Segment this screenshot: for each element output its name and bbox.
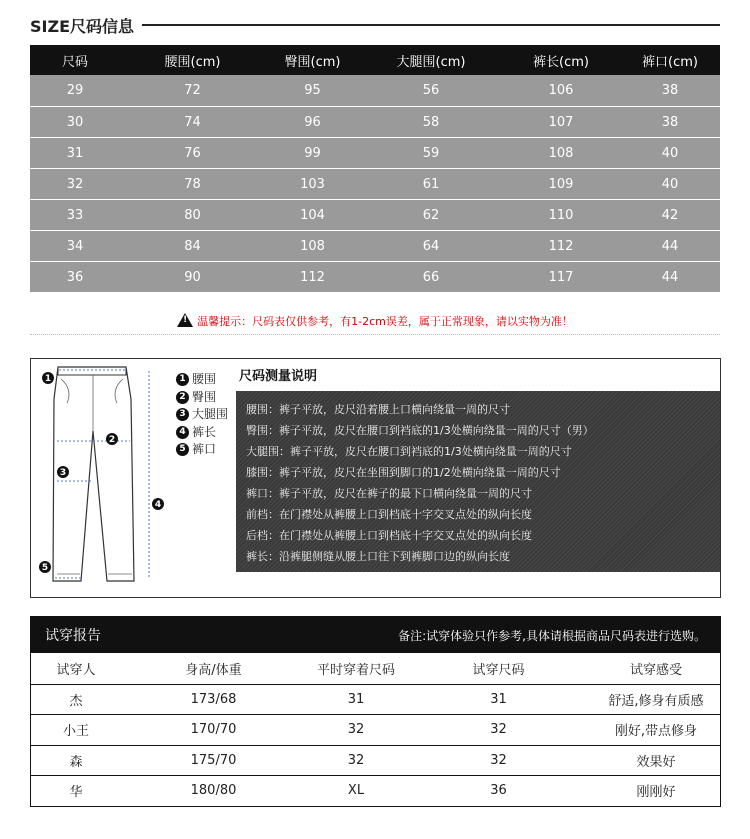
size-cell: 62 [422,207,440,223]
report-header [31,617,720,653]
size-cell: 109 [548,176,574,192]
report-col-header: 试穿感受 [629,662,682,678]
report-cell: 32 [347,722,365,738]
measurement-instructions [236,391,720,572]
size-table-header [30,45,720,75]
size-cell: 44 [661,269,679,285]
report-col-header: 试穿尺码 [472,662,525,678]
legend-item [176,389,228,407]
size-cell: 61 [422,176,440,192]
report-col-header: 平时穿着尺码 [316,662,395,678]
size-section-title: SIZE尺码信息 [30,16,135,36]
report-cell: 170/70 [190,722,237,738]
size-cell: 95 [304,83,321,98]
size-cell: 104 [300,207,325,223]
report-table-row [31,745,720,776]
size-cell: 96 [304,114,321,130]
report-cell: 森 [69,754,83,770]
size-table-row [30,137,720,168]
report-cell: 小王 [62,724,89,740]
legend-number: 2 [176,391,189,404]
size-cell: 112 [548,238,574,254]
diagram-marker-2 [106,433,118,445]
size-cell: 30 [66,114,84,130]
diagram-marker-label: 2 [108,435,116,445]
size-cell: 106 [548,83,574,98]
size-cell: 56 [422,83,440,98]
size-cell: 32 [66,176,84,192]
report-title: 试穿报告 [45,628,101,644]
diagram-marker-label: 3 [59,468,67,478]
report-cell: 华 [69,785,83,801]
size-cell: 40 [661,176,679,192]
size-cell: 33 [66,207,84,223]
instruction-line: 大腿围：裤子平放，皮尺在腰口到裆底的1/3处横向绕量一周的尺寸 [246,445,572,458]
size-cell: 58 [422,114,440,130]
size-cell: 42 [661,207,679,223]
legend-label: 裤口 [192,442,217,456]
report-cell: 杰 [69,693,83,709]
size-cell: 74 [184,114,201,130]
legend-label: 腰围 [192,372,217,386]
report-cell: 175/70 [190,752,237,768]
size-cell: 108 [548,145,574,161]
report-cell: 31 [347,691,365,707]
size-cell: 38 [661,114,679,130]
size-cell: 29 [66,83,84,98]
size-cell: 36 [66,269,84,285]
size-col-header: 腰围(cm) [164,54,221,70]
report-table-header [31,653,720,684]
size-col-header: 臀围(cm) [284,54,341,70]
measurement-legend [176,371,228,459]
size-table-row [30,106,720,137]
legend-number: 5 [176,443,189,456]
size-section-header [30,8,720,42]
size-cell: 66 [422,269,440,285]
legend-item [176,424,228,442]
size-cell: 107 [548,114,574,130]
size-cell: 112 [300,269,325,285]
size-cell: 108 [300,238,325,254]
measurement-panel [30,358,721,598]
report-col-header: 试穿人 [56,662,96,678]
report-table-row [31,775,720,806]
legend-number: 3 [176,408,189,421]
report-cell: 刚好,带点修身 [614,724,698,740]
size-table [30,45,720,292]
report-note: 备注:试穿体验只作参考,具体请根据商品尺码表进行选购。 [398,628,706,643]
report-cell: 32 [490,722,507,738]
size-cell: 99 [304,145,321,161]
size-cell: 38 [661,83,679,98]
size-cell: 76 [184,145,201,161]
diagram-marker-1 [42,372,54,384]
diagram-marker-label: 1 [44,374,52,384]
instruction-line: 膝围：裤子平放，皮尺在坐围到脚口的1/2处横向绕量一周的尺寸 [246,466,561,479]
report-cell: 效果好 [636,754,676,770]
report-cell: 32 [347,752,365,768]
legend-label: 大腿围 [192,407,229,421]
legend-item [176,441,228,459]
report-table-row [31,684,720,715]
size-warning [0,313,750,329]
report-cell: 刚刚好 [636,785,676,801]
size-table-row [30,75,720,106]
report-table-row [31,714,720,745]
size-cell: 78 [184,176,201,192]
legend-label: 臀围 [192,389,217,404]
dotted-divider [30,334,720,335]
size-col-header: 裤长(cm) [533,54,589,70]
instruction-line: 臀围：裤子平放，皮尺在腰口到裆底的1/3处横向绕量一周的尺寸（男） [246,424,594,437]
instruction-line: 前档：在门襟处从裤腰上口到档底十字交叉点处的纵向长度 [246,508,532,521]
size-cell: 117 [548,269,574,285]
size-table-row [30,199,720,230]
instruction-line: 腰围：裤子平放，皮尺沿着腰上口横向绕量一周的尺寸 [246,403,510,416]
instruction-line: 裤口：裤子平放，皮尺在裤子的最下口横向绕量一周的尺寸 [246,487,532,500]
size-cell: 80 [184,207,201,223]
size-cell: 40 [661,145,679,161]
report-cell: 180/80 [190,783,237,799]
legend-item [176,406,228,424]
try-on-report [30,616,721,807]
report-cell: 31 [490,691,507,707]
diagram-marker-label: 4 [154,500,162,510]
report-cell: 舒适,修身有质感 [608,693,704,709]
instruction-line: 后档：在门襟处从裤腰上口到档底十字交叉点处的纵向长度 [246,529,532,542]
instruction-line: 裤长：沿裤腿侧缝从腰上口往下到裤脚口边的纵向长度 [246,550,510,563]
size-cell: 72 [184,83,201,98]
header-divider [142,24,720,26]
size-cell: 31 [66,145,84,161]
size-cell: 90 [184,269,201,285]
size-cell: 64 [422,238,440,254]
report-cell: 32 [490,752,507,768]
size-table-row [30,168,720,199]
size-cell: 44 [661,238,679,254]
report-cell: 36 [490,783,507,799]
diagram-marker-label: 5 [41,563,49,573]
size-cell: 84 [184,238,201,254]
report-col-header: 身高/体重 [185,662,242,678]
size-cell: 103 [300,176,325,192]
report-cell: 173/68 [190,691,237,707]
measurement-title: 尺码测量说明 [239,369,318,384]
size-cell: 34 [66,238,84,254]
size-table-row [30,230,720,261]
size-cell: 110 [548,207,574,223]
size-col-header: 尺码 [61,54,88,70]
size-cell: 59 [422,145,440,161]
legend-item [176,371,228,389]
warning-text: 温馨提示：尺码表仅供参考，有1-2cm误差，属于正常现象，请以实物为准！ [197,315,573,328]
diagram-marker-3 [57,466,69,478]
size-table-row [30,261,720,292]
legend-number: 1 [176,373,189,386]
size-col-header: 大腿围(cm) [396,54,466,70]
size-col-header: 裤口(cm) [642,54,698,70]
report-cell: XL [347,783,365,799]
diagram-marker-4 [152,498,164,510]
legend-number: 4 [176,426,189,439]
warning-icon [177,313,193,327]
legend-label: 裤长 [192,424,217,439]
diagram-marker-5 [39,561,51,573]
